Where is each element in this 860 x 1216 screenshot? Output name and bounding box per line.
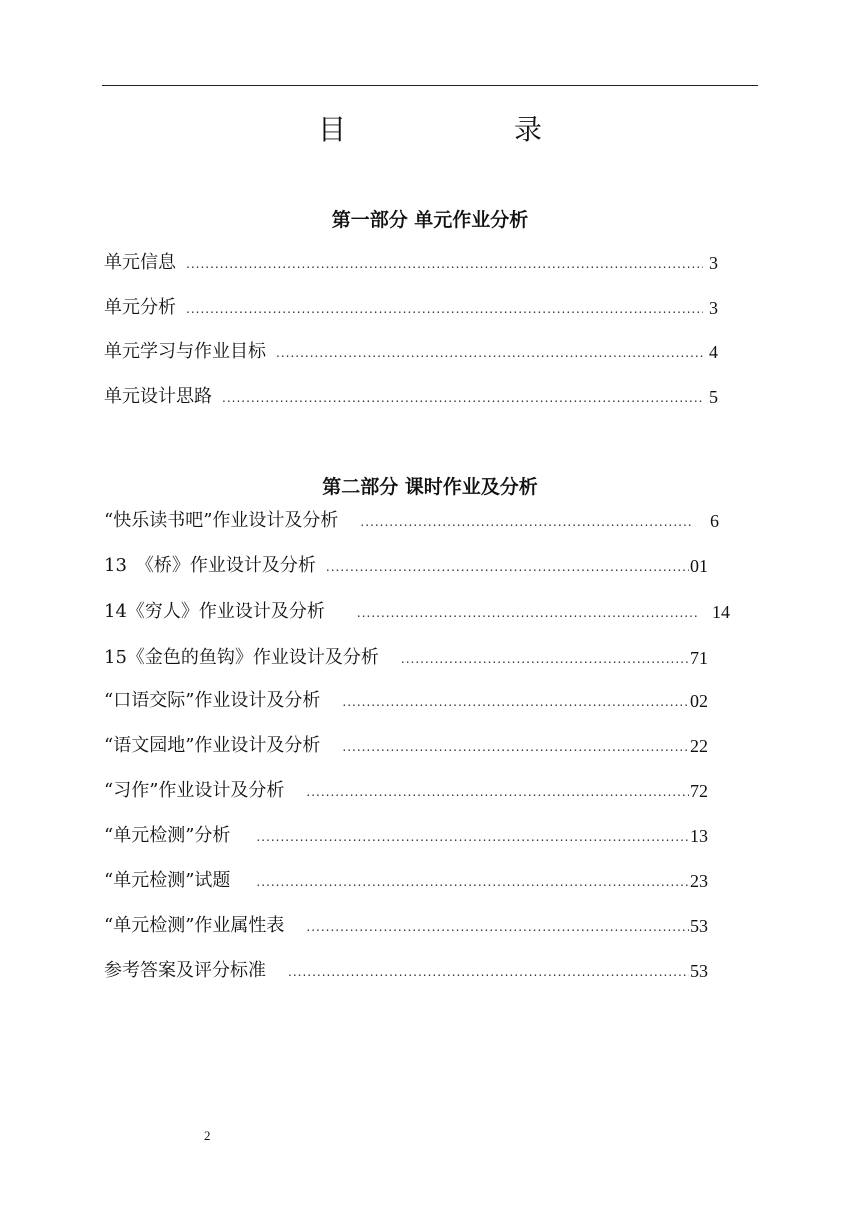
- toc-entry[interactable]: [104, 866, 708, 892]
- toc-entry[interactable]: [104, 506, 719, 532]
- toc-entry-page: 3: [709, 298, 718, 318]
- toc-entry[interactable]: [104, 821, 708, 847]
- dot-leader: [342, 696, 689, 712]
- dot-leader: [360, 516, 692, 532]
- dot-leader: [401, 653, 689, 669]
- toc-entry-label: “快乐读书吧”作业设计及分析: [104, 510, 339, 531]
- toc-entry-page: 01: [690, 556, 708, 576]
- toc-entry[interactable]: [104, 643, 708, 669]
- toc-entry-page: 02: [690, 691, 708, 711]
- dot-leader: [256, 831, 689, 847]
- toc-entry[interactable]: [104, 293, 718, 319]
- dot-leader: [186, 258, 703, 274]
- toc-entry-label: 15《金色的鱼钩》作业设计及分析: [104, 647, 379, 668]
- dot-leader: [326, 561, 689, 577]
- toc-entry-label: “习作”作业设计及分析: [104, 780, 285, 801]
- toc-entry[interactable]: [104, 956, 708, 982]
- dot-leader: [256, 876, 689, 892]
- toc-entry-page: 14: [712, 602, 730, 622]
- toc-entry[interactable]: [104, 551, 708, 577]
- part1-heading: 第一部分 单元作业分析: [331, 209, 529, 231]
- toc-entry-label: 14《穷人》作业设计及分析: [104, 601, 325, 622]
- toc-entry-label: 单元设计思路: [104, 386, 212, 407]
- toc-entry-page: 22: [690, 736, 708, 756]
- toc-entry[interactable]: [104, 597, 730, 623]
- toc-entry-label: “单元检测”试题: [104, 870, 231, 891]
- toc-entry[interactable]: [104, 911, 708, 937]
- dot-leader: [222, 392, 703, 408]
- toc-entry[interactable]: [104, 382, 718, 408]
- toc-entry[interactable]: [104, 337, 718, 363]
- toc-entry-label: “单元检测”作业属性表: [104, 915, 285, 936]
- toc-entry-page: 13: [690, 826, 708, 846]
- dot-leader: [342, 741, 689, 757]
- toc-entry-label: 参考答案及评分标准: [104, 960, 266, 981]
- toc-entry-page: 72: [690, 781, 708, 801]
- toc-entry-label: 13 《桥》作业设计及分析: [104, 555, 316, 576]
- dot-leader: [306, 921, 689, 937]
- toc-entry-page: 53: [690, 961, 708, 981]
- toc-entry-page: 71: [690, 648, 708, 668]
- toc-entry[interactable]: [104, 776, 708, 802]
- dot-leader: [306, 786, 689, 802]
- part2-heading: 第二部分 课时作业及分析: [322, 476, 538, 498]
- toc-entry-page: 3: [709, 253, 718, 273]
- toc-entry-label: 单元学习与作业目标: [104, 341, 266, 362]
- dot-leader: [288, 966, 689, 982]
- dot-leader: [357, 607, 698, 623]
- toc-entry-label: “单元检测”分析: [104, 825, 231, 846]
- toc-entry-page: 6: [710, 511, 719, 531]
- page-number: 2: [204, 1128, 211, 1143]
- toc-entry[interactable]: [104, 731, 708, 757]
- toc-entry-page: 53: [690, 916, 708, 936]
- header-rule: [102, 85, 758, 86]
- dot-leader: [276, 347, 703, 363]
- toc-entry-label: 单元分析: [104, 297, 176, 318]
- toc-entry-label: “语文园地”作业设计及分析: [104, 735, 321, 756]
- toc-entry-label: 单元信息: [104, 252, 176, 273]
- toc-entry-page: 5: [709, 387, 718, 407]
- toc-entry[interactable]: [104, 248, 718, 274]
- toc-entry-page: 23: [690, 871, 708, 891]
- dot-leader: [186, 303, 703, 319]
- toc-entry[interactable]: [104, 686, 708, 712]
- toc-entry-page: 4: [709, 342, 718, 362]
- toc-entry-label: “口语交际”作业设计及分析: [104, 690, 321, 711]
- page-title: 目 录: [317, 113, 612, 146]
